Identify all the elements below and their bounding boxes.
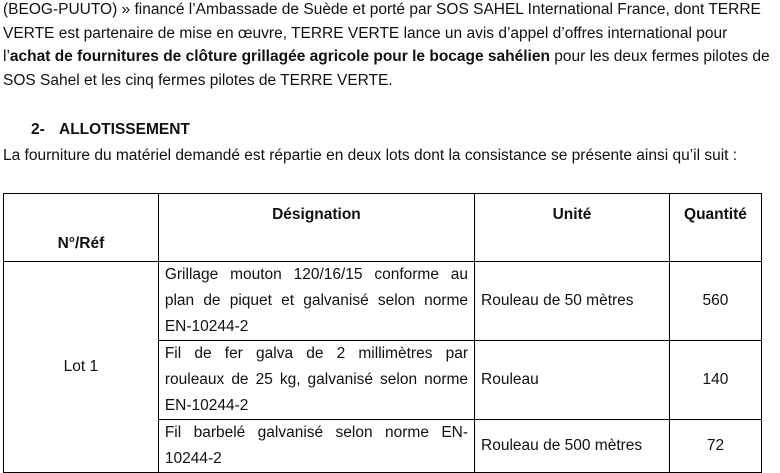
- quantite-cell: 140: [669, 341, 761, 420]
- designation-cell: Fil barbelé galvanisé selon norme EN-10244-2: [158, 420, 474, 473]
- table-row: [4, 262, 762, 341]
- paragraph-line-3-suffix: pour les deux fermes pilotes de: [549, 48, 770, 65]
- section-title: ALLOTISSEMENT: [59, 121, 190, 138]
- paragraph-bold-phrase: achat de fournitures de clôture grillagée agricole pour le bocage sahélien: [9, 48, 550, 65]
- section-heading: [31, 120, 190, 140]
- unite-cell: Rouleau de 500 mètres: [475, 420, 670, 473]
- unite-cell: Rouleau: [475, 341, 670, 420]
- lot-label: Lot 1: [4, 262, 159, 473]
- table-header-row: [4, 194, 762, 262]
- designation-cell: Fil de fer galva de 2 millimètres par rouleaux de 25 kg, galvanisé selon norme EN-10244-2: [158, 341, 474, 420]
- header-designation: Désignation: [158, 194, 474, 262]
- paragraph-line-2: VERTE est partenaire de mise en œuvre, TERRE VERTE lance un avis d’appel d’offres international pour: [3, 24, 728, 42]
- header-quantite: Quantité: [669, 194, 761, 262]
- header-unite: Unité: [475, 194, 670, 262]
- paragraph-line-3-prefix: l’: [3, 48, 10, 65]
- section-number: 2-: [31, 121, 45, 138]
- lots-table: [3, 193, 762, 473]
- paragraph-line-1: (BEOG-PUUTO) » financé l’Ambassade de Suède et porté par SOS SAHEL International France, dont TERRE: [3, 1, 761, 18]
- designation-cell: Grillage mouton 120/16/15 conforme au plan de piquet et galvanisé selon norme EN-10244-2: [158, 262, 474, 341]
- quantite-cell: 72: [669, 420, 761, 473]
- body-paragraph: [3, 0, 775, 92]
- unite-cell: Rouleau de 50 mètres: [475, 262, 670, 341]
- paragraph-line-4: SOS Sahel et les cinq fermes pilotes de TERRE VERTE.: [3, 71, 393, 89]
- paragraph-line-3: [3, 45, 775, 69]
- header-ref: N°/Réf: [4, 194, 159, 262]
- section-intro: La fourniture du matériel demandé est répartie en deux lots dont la consistance se présente ainsi qu’il suit :: [3, 147, 738, 164]
- quantite-cell: 560: [669, 262, 761, 341]
